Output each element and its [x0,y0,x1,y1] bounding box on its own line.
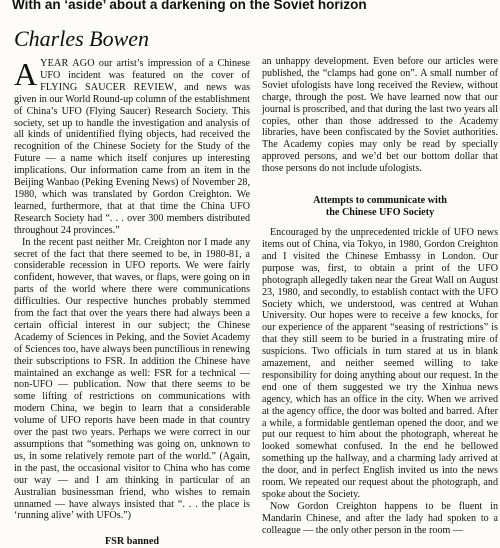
left-paragraph-1 [14,58,250,237]
right-paragraph-3: Now Gordon Creighton happens to be fluent in Mandarin Chinese, and after the lady had spoken to a colleague — the only other person in the room — [262,500,498,536]
right-paragraph-1: an unhappy development. Even before our articles were published, the “clamps had gone on”. A small number of Soviet ufologists have long received the Review, without charge, through the post. We have learned now that our journal is proscribed, and that during the last two years all copies, other than those addressed to the Academy libraries, have been confiscated by the Soviet authorities. The Academy copies may only be read by specially approved persons, and we’d bet our bottom dollar that those persons do not include ufologists. [262,56,498,175]
left-paragraph-1-text-a: our artist’s impression of a Chinese UFO incident was featured on the cover of [40,58,250,81]
subhead-line-2: the Chinese UFO Society [325,207,435,219]
subhead-fsr-banned: FSR banned [104,536,160,548]
lead-caps: YEAR AGO [40,58,95,69]
left-paragraph-1-text-b: , and news was given in our World Round-up column of the establishment of China’s UFO (Flying Saucer) Research Society. This society, set up to handle the investigation and analysis of all kinds of unidentified flying objects, had received the recognition of the Chinese Society for the Study of the Future — a name which itself conjures up interesting implications. Our information came from an item in the Beijing Wanbao (Peking Evening News) of November 28, 1980, which was translated by Gordon Creighton. We learned, furthermore, that at that time the China UFO Research Society had “. . . over 300 members distributed throughout 24 provinces.” [14,81,250,236]
headline: With an ‘aside’ about a darkening on the Soviet horizon [12,0,367,12]
journal-name-caps: FLYING SAUCER REVIEW [40,81,175,93]
right-column [262,56,498,537]
right-paragraph-2: Encouraged by the unprecedented trickle of UFO news items out of China, via Tokyo, in 1980, Gordon Creighton and I visited the Chinese Embassy in London. Our purpose was, first, to obtain a print of the UFO photograph allegedly taken near the Great Wall on August 23, 1980, and secondly, to establish contact with the UFO Society which, we understood, was centred at Wuhan University. Our hopes were to receive a few knocks, for our experience of the apparent “seasing of restrictions” is that they still seem to be buried in a frustrating mire of suspicions. Two officials in turn stared at us in blank amazement, and neither seemed willing to take responsibility for doing anything about our request. In the end one of them suggested we try the Xinhua news agency, which has an office in the city. When we arrived at the agency office, the door was bolted and barred. After a while, a formidable gentleman opened the door, and we put our request to him about the photograph, whereat he looked somewhat confused. In the end he bellowed something up the hallway, and a charming lady arrived at the door, and in perfect English invited us into the news room. We repeated our request about the photograph, and spoke about the Society. [262,227,498,500]
subhead-line-1: Attempts to communicate with [313,195,447,207]
drop-cap: A [14,56,38,92]
author-byline: Charles Bowen [14,26,150,51]
left-column [14,58,250,548]
left-paragraph-2: In the recent past neither Mr. Creighton nor I made any secret of the fact that there seemed to be, in 1980-81, a considerable recession in UFO reports. We were fairly confident, however, that waves, or flaps, were going on in parts of the world where there were communications difficulties. Our respective hunches probably stemmed from the fact that over the years there had always been a certain official interest in our subject; the Chinese Academy of Sciences in Peking, and the Soviet Academy of Sciences too, have always been punctilious in renewing their subscriptions to FSR. In addition the Chinese have maintained an exchange as well: FSR for a technical — non-UFO — publication. Now that there seems to be some lifting of restrictions on communications with modern China, we begin to learn that a considerable volume of UFO reports have been made in that country over the past two years. Perhaps we were correct in our assumptions that “something was going on, unknown to us, in some relatively remote part of the world.” (Again, in the past, the occasional visitor to China who has come our way — and I am thinking in particular of an Australian businessman friend, who wishes to remain unnamed — have always insisted that “. . . the place is ‘running alive’ with UFOs.”) [14,236,250,522]
subhead-chinese-ufo-society [262,195,498,219]
